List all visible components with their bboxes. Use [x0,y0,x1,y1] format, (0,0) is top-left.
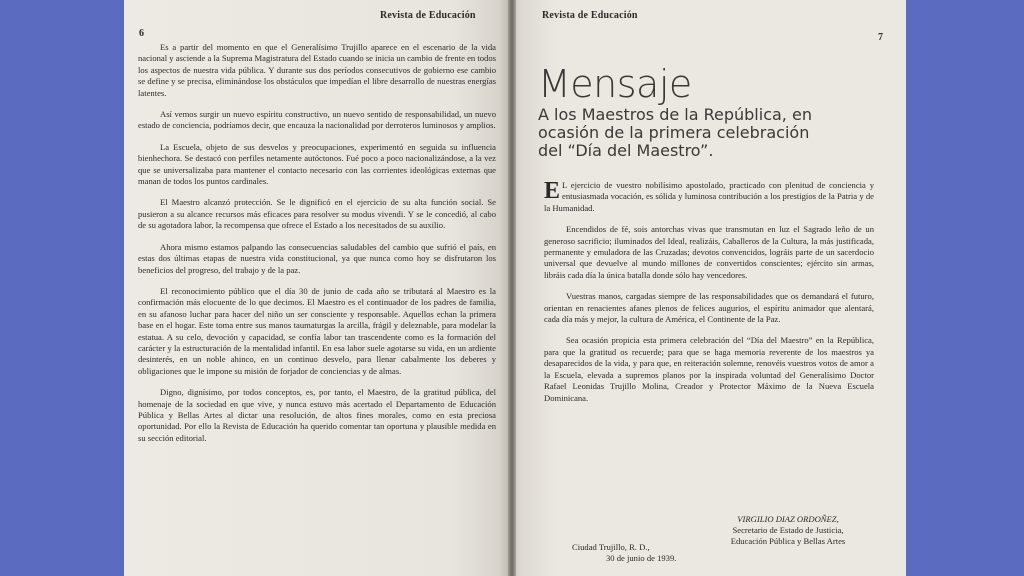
running-head: Revista de Educación [380,10,476,21]
page-number: 7 [878,32,883,43]
signatory-title: Educación Pública y Bellas Artes [730,536,846,547]
paragraph: Vuestras manos, cargadas siempre de las responsabilidades que os demandará el futuro, orientan en renacientes afanes plenos de felices augurios, el espíritu animador que alentará, cada día más y mejor, la cultura de América, el Continente de la Paz. [544,291,874,325]
signatory-name: VIRGILIO DIAZ ORDOÑEZ, [737,514,839,524]
paragraph: El Maestro alcanzó protección. Se le dignificó en el ejercicio de su alta función social. Se pusieron a su alcance recursos más eficaces para resolver su modus vivendi. Y se le concedió, al cabo de su agotadora labor, la recompensa que ofrece el Estado a los necesitados de su auxilio. [138,197,496,231]
drop-cap: E [544,178,561,204]
paragraph: La Escuela, objeto de sus desvelos y preocupaciones, experimentó en seguida su influencia bienhechora. Se destacó con perfiles netamente autóctonos. Fué poco a poco nacionalizándose, a la vez que se universalizaba para mantener el contacto necesario con las corrientes ideológicas externas que manan de todos los puntos cardinales. [138,141,496,187]
left-page [124,0,510,576]
book-spread [124,0,906,576]
paragraph: Así vemos surgir un nuevo espíritu constructivo, un nuevo sentido de responsabilidad, un nuevo estado de conciencia, podríamos decir, que encauza la nacionalidad por derroteros luminosos y amplios. [138,109,496,131]
paragraph [544,180,874,214]
signatory-title: Secretario de Estado de Justicia, [732,525,844,536]
page-number: 6 [139,28,144,39]
place: Ciudad Trujillo, R. D., [572,542,650,552]
paragraph: Encendidos de fé, sois antorchas vivas que transmutan en luz el Sagrado leño de un generoso sacrificio; iluminados del Ideal, realizáis, Caballeros de la Cultura, la más justificada, permanente y emuladora de las Cruzadas; devotos convencidos, lográis parte de un sacerdocio universal que devuelve al mundo millones de convertidos conscientes; ejército sin armas, libráis cada día la única batalla donde sólo hay vencedores. [544,224,874,280]
running-head: Revista de Educación [542,10,638,21]
paragraph: Digno, dignísimo, por todos conceptos, es, por tanto, el Maestro, de la gratitud pública, del homenaje de la sociedad en que vive, y nunca estuvo más acertado el Departamento de Educación Pública y Bellas Artes al dictar una resolución, de altos fines morales, como en esta preciosa oportunidad. Por ello la Revista de Educación ha querido comentar tan oportuna y plausible medida en su sección editorial. [138,387,496,443]
paragraph: Es a partir del momento en que el Generalísimo Trujillo aparece en el escenario de la vida nacional y asciende a la Suprema Magistratura del Estado cuando se inicia un cambio de frente en todos los aspectos de nuestra vida pública. Y durante sus dos períodos consecutivos de gobierno ese cambio se define y se precisa, eliminándose los obstáculos que impedían el libre desarrollo de nuestras energías latentes. [138,42,496,98]
signature-block [698,514,878,548]
message-title: Mensaje [538,62,692,106]
paragraph: El reconocimiento público que el día 30 de junio de cada año se tributará al Maestro es la confirmación más elocuente de lo que decimos. El Maestro es el continuador de los padres de familia, en su afanoso luchar para hacer del niño un ser consciente y responsable. Aquellos echan la primera base en el hogar. Este toma entre sus manos taumaturgas la arcilla, frágil y deleznable, para modelar la estatua. A su celo, devoción y capacidad, se confía labor tan trascendente como es la formación del carácter y la estructuración de la mentalidad infantil. En esa labor suele agotarse su vida, en un ardiente desinterés, en un noble ahinco, en un continuo desvelo, para llenar cabalmente los deberes y obligaciones que le impone su misión de forjador de conciencias y de almas. [138,285,496,376]
place-date [572,542,676,564]
message-subtitle: A los Maestros de la República, en ocasión de la primera celebración del “Día del Maestro”. [538,105,812,160]
paragraph-text: L ejercicio de vuestro nobilísimo apostolado, practicado con plenitud de conciencia y entusiasmada vocación, es sólida y luminosa contribución a los prestigios de la Patria y de la Humanidad. [544,180,874,213]
book-gutter [508,0,516,576]
paragraph: Sea ocasión propicia esta primera celebración del “Día del Maestro” en la República, para que la gratitud os recuerde; para que se haga memoria reverente de los maestros ya desaparecidos de la vida, y para que, en reiteración solemne, renovéis vuestros votos de amor a la Escuela, elevada a supremos planos por la inspirada voluntad del Generalísimo Doctor Rafael Leonidas Trujillo Molina, Creador y Protector Máximo de la Nueva Escuela Dominicana. [544,335,874,403]
right-page [510,0,906,576]
date: 30 de junio de 1939. [606,553,677,564]
message-text [544,180,874,414]
paragraph: Ahora mismo estamos palpando las consecuencias saludables del cambio que sufrió el país, en estas dos últimas etapas de nuestra vida constitucional, ya que nunca como hoy se disfrutaron los beneficios del progreso, del trabajo y de la paz. [138,241,496,275]
editorial-text [138,42,496,454]
